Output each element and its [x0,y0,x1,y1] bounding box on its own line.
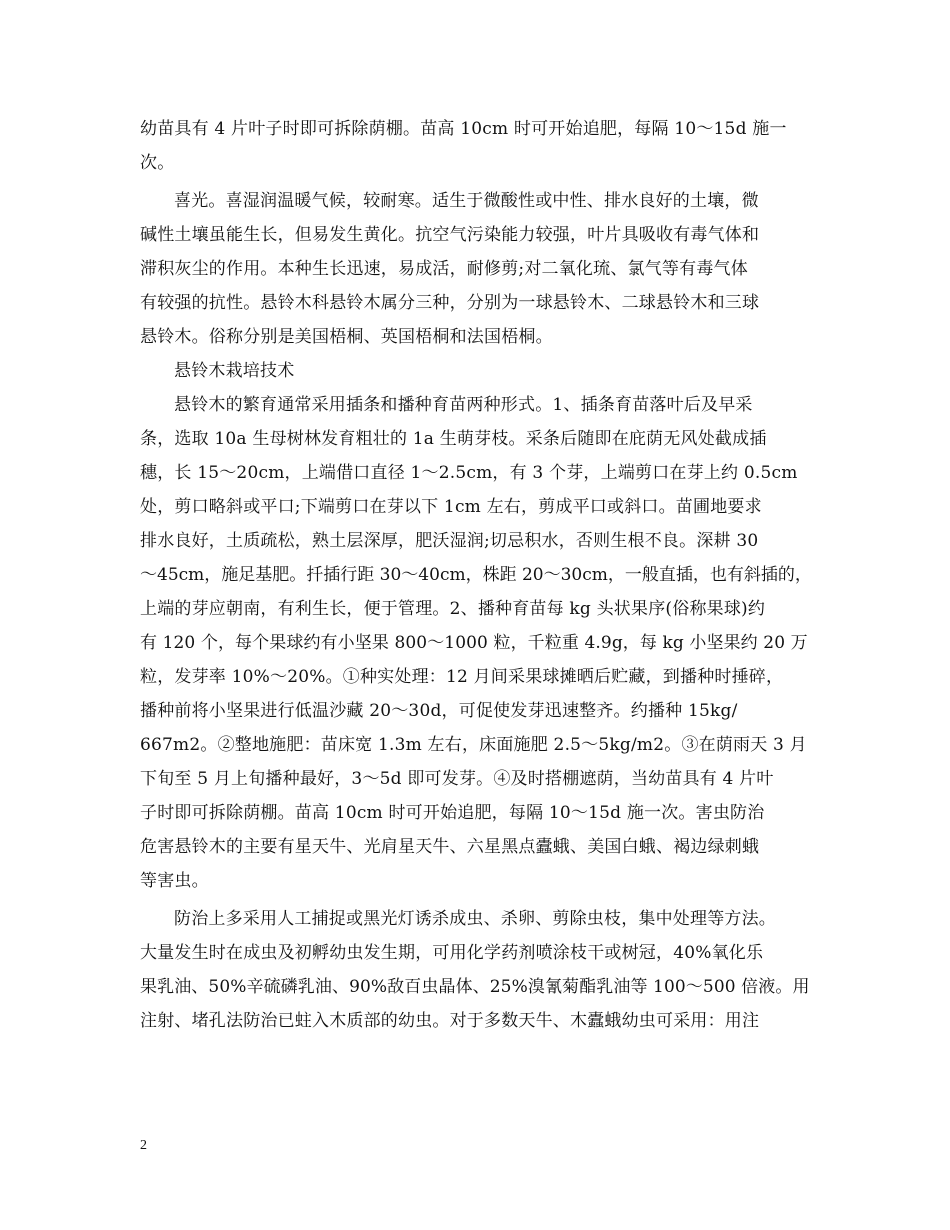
text-line: 幼苗具有 4 片叶子时即可拆除荫棚。苗高 10cm 时可开始追肥，每隔 10～15d 施一 [140,119,787,139]
text-line: 等害虫。 [140,871,209,891]
text-line: 处，剪口略斜或平口;下端剪口在芽以下 1cm 左右，剪成平口或斜口。苗圃地要求 [140,497,762,517]
paragraph-start: 喜光。喜湿润温暖气候，较耐寒。适生于微酸性或中性、排水良好的土壤，微 [174,191,759,211]
text-line: 粒，发芽率 10%～20%。①种实处理：12 月间采果球摊晒后贮藏，到播种时捶碎， [140,667,784,687]
text-line: 果乳油、50%辛硫磷乳油、90%敌百虫晶体、25%溴氰菊酯乳油等 100～500 倍液。用 [140,977,810,997]
text-line: 大量发生时在成虫及初孵幼虫发生期，可用化学药剂喷涂枝干或树冠，40%氧化乐 [140,943,764,963]
text-line: 碱性土壤虽能生长，但易发生黄化。抗空气污染能力较强，叶片具吸收有毒气体和 [140,225,760,245]
text-line: 危害悬铃木的主要有星天牛、光肩星天牛、六星黑点蠹蛾、美国白蛾、褐边绿刺蛾 [140,837,760,857]
paragraph-start: 悬铃木的繁育通常采用插条和播种育苗两种形式。1、插条育苗落叶后及早采 [174,395,753,415]
text-line: 播种前将小坚果进行低温沙藏 20～30d，可促使发芽迅速整齐。约播种 15kg/ [140,701,738,721]
text-line: ～45cm，施足基肥。扦插行距 30～40cm，株距 20～30cm，一般直插，也有斜插的， [140,565,812,585]
text-line: 穗，长 15～20cm，上端借口直径 1～2.5cm，有 3 个芽，上端剪口在芽上约 0.5cm [140,463,798,483]
text-line: 次。 [140,153,175,173]
section-heading: 悬铃木栽培技术 [174,361,295,381]
text-line: 上端的芽应朝南，有利生长，便于管理。2、播种育苗每 kg 头状果序(俗称果球)约 [140,599,766,619]
text-line: 条，选取 10a 生母树林发育粗壮的 1a 生萌芽枝。采条后随即在庇荫无风处截成插 [140,429,767,449]
text-line: 滞积灰尘的作用。本种生长迅速，易成活，耐修剪;对二氧化琉、氯气等有毒气体 [140,259,748,279]
paragraph-start: 防治上多采用人工捕捉或黑光灯诱杀成虫、杀卵、剪除虫枝，集中处理等方法。 [174,909,776,929]
text-line: 注射、堵孔法防治已蛀入木质部的幼虫。对于多数天牛、木蠹蛾幼虫可采用：用注 [140,1011,760,1031]
text-line: 667m2。②整地施肥：苗床宽 1.3m 左右，床面施肥 2.5～5kg/m2。③在荫雨天 3 月 [140,735,807,755]
text-line: 排水良好，土质疏松，熟土层深厚，肥沃湿润;切忌积水，否则生根不良。深耕 30 [140,531,759,551]
page-number: 2 [140,1138,147,1153]
text-line: 有 120 个，每个果球约有小坚果 800～1000 粒，千粒重 4.9g，每 kg 小坚果约 20 万 [140,633,808,653]
text-line: 悬铃木。俗称分别是美国梧桐、英国梧桐和法国梧桐。 [140,327,553,347]
text-line: 子时即可拆除荫棚。苗高 10cm 时可开始追肥，每隔 10～15d 施一次。害虫防治 [140,803,765,823]
text-line: 下旬至 5 月上旬播种最好，3～5d 即可发芽。④及时搭棚遮荫，当幼苗具有 4 片叶 [140,769,774,789]
text-line: 有较强的抗性。悬铃木科悬铃木属分三种，分别为一球悬铃木、二球悬铃木和三球 [140,293,760,313]
